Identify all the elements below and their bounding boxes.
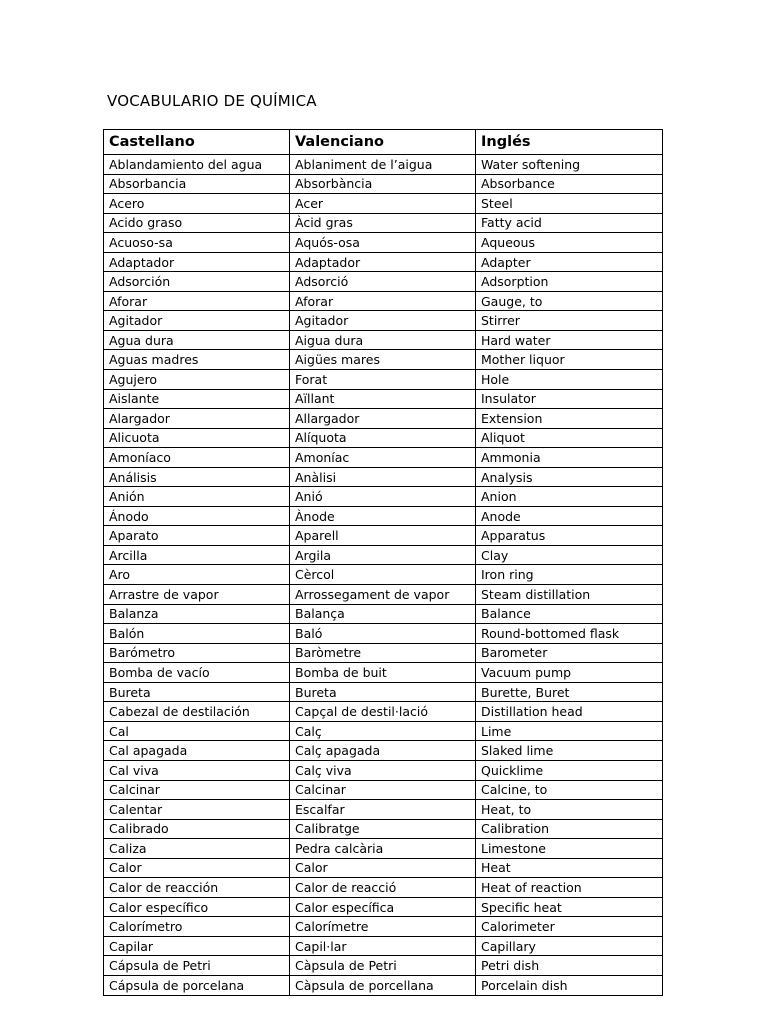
ingles-cell: Ammonia [476, 448, 663, 468]
table-row [104, 956, 663, 976]
table-row [104, 448, 663, 468]
valenciano-cell: Bureta [290, 682, 476, 702]
valenciano-cell: Arrossegament de vapor [290, 585, 476, 605]
table-row [104, 936, 663, 956]
valenciano-cell: Anió [290, 487, 476, 507]
valenciano-cell: Pedra calcària [290, 839, 476, 859]
ingles-cell: Steel [476, 194, 663, 214]
ingles-cell: Distillation head [476, 702, 663, 722]
castellano-cell: Calibrado [104, 819, 290, 839]
table-row [104, 800, 663, 820]
valenciano-cell: Alíquota [290, 428, 476, 448]
valenciano-cell: Cèrcol [290, 565, 476, 585]
valenciano-cell: Forat [290, 370, 476, 390]
castellano-cell: Agitador [104, 311, 290, 331]
castellano-cell: Acido graso [104, 213, 290, 233]
ingles-cell: Limestone [476, 839, 663, 859]
castellano-cell: Bomba de vacío [104, 663, 290, 683]
castellano-cell: Acuoso-sa [104, 233, 290, 253]
castellano-cell: Calor [104, 858, 290, 878]
table-row [104, 702, 663, 722]
table-row [104, 897, 663, 917]
castellano-cell: Calorímetro [104, 917, 290, 937]
table-row [104, 604, 663, 624]
ingles-cell: Lime [476, 721, 663, 741]
castellano-cell: Cápsula de Petri [104, 956, 290, 976]
valenciano-cell: Càpsula de porcellana [290, 975, 476, 995]
column-header-valenciano: Valenciano [290, 130, 476, 155]
ingles-cell: Iron ring [476, 565, 663, 585]
castellano-cell: Aparato [104, 526, 290, 546]
valenciano-cell: Calç [290, 721, 476, 741]
ingles-cell: Burette, Buret [476, 682, 663, 702]
ingles-cell: Hard water [476, 330, 663, 350]
castellano-cell: Bureta [104, 682, 290, 702]
castellano-cell: Aguas madres [104, 350, 290, 370]
ingles-cell: Anion [476, 487, 663, 507]
valenciano-cell: Calibratge [290, 819, 476, 839]
column-header-castellano: Castellano [104, 130, 290, 155]
castellano-cell: Agujero [104, 370, 290, 390]
table-row [104, 545, 663, 565]
valenciano-cell: Amoníac [290, 448, 476, 468]
ingles-cell: Porcelain dish [476, 975, 663, 995]
table-row [104, 487, 663, 507]
table-row [104, 878, 663, 898]
ingles-cell: Balance [476, 604, 663, 624]
castellano-cell: Ánodo [104, 506, 290, 526]
valenciano-cell: Argila [290, 545, 476, 565]
table-row [104, 330, 663, 350]
ingles-cell: Heat, to [476, 800, 663, 820]
table-row [104, 155, 663, 175]
table-row [104, 506, 663, 526]
valenciano-cell: Capil·lar [290, 936, 476, 956]
table-row [104, 760, 663, 780]
castellano-cell: Arcilla [104, 545, 290, 565]
ingles-cell: Aqueous [476, 233, 663, 253]
castellano-cell: Ablandamiento del agua [104, 155, 290, 175]
page-title: VOCABULARIO DE QUÍMICA [107, 92, 317, 110]
valenciano-cell: Aforar [290, 291, 476, 311]
table-row [104, 428, 663, 448]
valenciano-cell: Anàlisi [290, 467, 476, 487]
valenciano-cell: Baròmetre [290, 643, 476, 663]
castellano-cell: Alicuota [104, 428, 290, 448]
table-row [104, 291, 663, 311]
valenciano-cell: Aquós-osa [290, 233, 476, 253]
table-row [104, 741, 663, 761]
table-row [104, 467, 663, 487]
ingles-cell: Water softening [476, 155, 663, 175]
table-header-row [104, 130, 663, 155]
ingles-cell: Calibration [476, 819, 663, 839]
valenciano-cell: Ànode [290, 506, 476, 526]
table-row [104, 624, 663, 644]
castellano-cell: Barómetro [104, 643, 290, 663]
valenciano-cell: Calor [290, 858, 476, 878]
table-row [104, 975, 663, 995]
valenciano-cell: Calç viva [290, 760, 476, 780]
table-row [104, 526, 663, 546]
castellano-cell: Amoníaco [104, 448, 290, 468]
valenciano-cell: Ablaniment de l’aigua [290, 155, 476, 175]
table-row [104, 389, 663, 409]
castellano-cell: Aro [104, 565, 290, 585]
ingles-cell: Adapter [476, 252, 663, 272]
table-row [104, 565, 663, 585]
castellano-cell: Calor específico [104, 897, 290, 917]
table-row [104, 252, 663, 272]
castellano-cell: Balanza [104, 604, 290, 624]
castellano-cell: Anión [104, 487, 290, 507]
table-row [104, 917, 663, 937]
ingles-cell: Fatty acid [476, 213, 663, 233]
table-row [104, 213, 663, 233]
ingles-cell: Specific heat [476, 897, 663, 917]
valenciano-cell: Capçal de destil·lació [290, 702, 476, 722]
castellano-cell: Cápsula de porcelana [104, 975, 290, 995]
ingles-cell: Slaked lime [476, 741, 663, 761]
valenciano-cell: Adaptador [290, 252, 476, 272]
valenciano-cell: Allargador [290, 409, 476, 429]
castellano-cell: Calentar [104, 800, 290, 820]
table-row [104, 839, 663, 859]
ingles-cell: Insulator [476, 389, 663, 409]
ingles-cell: Calcine, to [476, 780, 663, 800]
vocabulary-table [103, 129, 663, 996]
valenciano-cell: Escalfar [290, 800, 476, 820]
castellano-cell: Análisis [104, 467, 290, 487]
ingles-cell: Anode [476, 506, 663, 526]
valenciano-cell: Baló [290, 624, 476, 644]
castellano-cell: Balón [104, 624, 290, 644]
valenciano-cell: Aïllant [290, 389, 476, 409]
castellano-cell: Agua dura [104, 330, 290, 350]
valenciano-cell: Calor de reacció [290, 878, 476, 898]
ingles-cell: Calorimeter [476, 917, 663, 937]
valenciano-cell: Balança [290, 604, 476, 624]
castellano-cell: Adaptador [104, 252, 290, 272]
ingles-cell: Quicklime [476, 760, 663, 780]
table-row [104, 663, 663, 683]
ingles-cell: Clay [476, 545, 663, 565]
valenciano-cell: Aigua dura [290, 330, 476, 350]
castellano-cell: Calor de reacción [104, 878, 290, 898]
valenciano-cell: Agitador [290, 311, 476, 331]
ingles-cell: Gauge, to [476, 291, 663, 311]
valenciano-cell: Aigües mares [290, 350, 476, 370]
ingles-cell: Stirrer [476, 311, 663, 331]
valenciano-cell: Calcinar [290, 780, 476, 800]
ingles-cell: Aliquot [476, 428, 663, 448]
valenciano-cell: Absorbància [290, 174, 476, 194]
table-row [104, 643, 663, 663]
table-row [104, 272, 663, 292]
castellano-cell: Arrastre de vapor [104, 585, 290, 605]
castellano-cell: Calcinar [104, 780, 290, 800]
castellano-cell: Acero [104, 194, 290, 214]
ingles-cell: Analysis [476, 467, 663, 487]
table-row [104, 682, 663, 702]
table-row [104, 819, 663, 839]
table-row [104, 174, 663, 194]
ingles-cell: Vacuum pump [476, 663, 663, 683]
table-row [104, 721, 663, 741]
ingles-cell: Steam distillation [476, 585, 663, 605]
table-row [104, 350, 663, 370]
table-row [104, 311, 663, 331]
castellano-cell: Caliza [104, 839, 290, 859]
table-row [104, 780, 663, 800]
valenciano-cell: Aparell [290, 526, 476, 546]
castellano-cell: Absorbancia [104, 174, 290, 194]
ingles-cell: Absorbance [476, 174, 663, 194]
ingles-cell: Apparatus [476, 526, 663, 546]
castellano-cell: Capilar [104, 936, 290, 956]
valenciano-cell: Acer [290, 194, 476, 214]
valenciano-cell: Càpsula de Petri [290, 956, 476, 976]
ingles-cell: Mother liquor [476, 350, 663, 370]
ingles-cell: Petri dish [476, 956, 663, 976]
castellano-cell: Aforar [104, 291, 290, 311]
castellano-cell: Cal apagada [104, 741, 290, 761]
table-row [104, 194, 663, 214]
castellano-cell: Adsorción [104, 272, 290, 292]
table-row [104, 858, 663, 878]
ingles-cell: Heat of reaction [476, 878, 663, 898]
ingles-cell: Heat [476, 858, 663, 878]
ingles-cell: Adsorption [476, 272, 663, 292]
castellano-cell: Aislante [104, 389, 290, 409]
ingles-cell: Round-bottomed flask [476, 624, 663, 644]
ingles-cell: Extension [476, 409, 663, 429]
table-body [104, 155, 663, 996]
valenciano-cell: Calorímetre [290, 917, 476, 937]
ingles-cell: Hole [476, 370, 663, 390]
table-row [104, 370, 663, 390]
table-row [104, 409, 663, 429]
valenciano-cell: Àcid gras [290, 213, 476, 233]
castellano-cell: Alargador [104, 409, 290, 429]
valenciano-cell: Bomba de buit [290, 663, 476, 683]
castellano-cell: Cal [104, 721, 290, 741]
valenciano-cell: Adsorció [290, 272, 476, 292]
castellano-cell: Cabezal de destilación [104, 702, 290, 722]
table-row [104, 585, 663, 605]
column-header-ingles: Inglés [476, 130, 663, 155]
ingles-cell: Barometer [476, 643, 663, 663]
valenciano-cell: Calç apagada [290, 741, 476, 761]
table-row [104, 233, 663, 253]
ingles-cell: Capillary [476, 936, 663, 956]
valenciano-cell: Calor específica [290, 897, 476, 917]
castellano-cell: Cal viva [104, 760, 290, 780]
